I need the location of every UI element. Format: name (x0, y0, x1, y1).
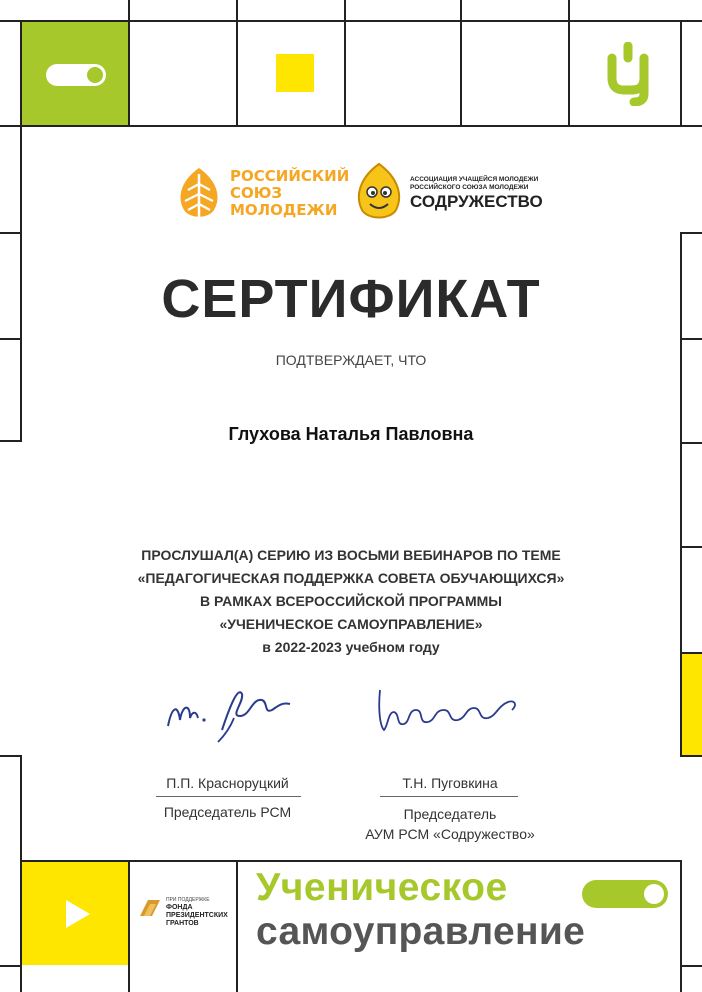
program-name-line2: самоуправление (256, 910, 586, 953)
certificate-body (0, 544, 702, 659)
right-signatory-name: Т.Н. Пуговкина (402, 775, 498, 791)
recipient-name: Глухова Наталья Павловна (228, 424, 474, 444)
left-signatory-name: П.П. Красноруцкий (166, 775, 289, 791)
play-icon (62, 898, 92, 930)
left-signature-line (156, 796, 301, 797)
program-toggle-icon (582, 880, 668, 908)
left-signature (160, 676, 300, 746)
association-logo-text: АССОЦИАЦИЯ УЧАЩЕЙСЯ МОЛОДЕЖИ РОССИЙСКОГО СОЮЗА МОЛОДЕЖИ СОДРУЖЕСТВО (410, 176, 543, 211)
program-mark-icon (604, 42, 652, 106)
yellow-side-accent (682, 654, 702, 755)
body-line: В РАМКАХ ВСЕРОССИЙСКОЙ ПРОГРАММЫ (200, 593, 502, 609)
left-signatory-role: Председатель РСМ (163, 804, 292, 820)
yellow-square-icon (276, 54, 314, 92)
sodruzhestvo-mascot-icon (352, 162, 406, 224)
confirms-text: ПОДТВЕРЖДАЕТ, ЧТО (275, 352, 427, 368)
grants-fund-logo-icon (138, 896, 162, 920)
toggle-icon (46, 64, 106, 86)
program-name-line1: Ученическое (256, 866, 508, 909)
body-line: «ПЕДАГОГИЧЕСКАЯ ПОДДЕРЖКА СОВЕТА ОБУЧАЮЩИХСЯ» (137, 570, 565, 586)
body-line: ПРОСЛУШАЛ(А) СЕРИЮ ИЗ ВОСЬМИ ВЕБИНАРОВ ПО ТЕМЕ (141, 547, 561, 563)
body-line: в 2022-2023 учебном году (262, 639, 440, 655)
body-line: «УЧЕНИЧЕСКОЕ САМОУПРАВЛЕНИЕ» (219, 616, 483, 632)
right-signature-line (380, 796, 518, 797)
certificate-title: СЕРТИФИКАТ (161, 269, 541, 329)
right-signature (374, 680, 524, 740)
rsm-logo-text: РОССИЙСКИЙ СОЮЗ МОЛОДЕЖИ (230, 167, 350, 219)
right-signatory-role: Председатель АУМ РСМ «Содружество» (365, 806, 535, 842)
birch-leaf-icon (176, 166, 222, 222)
grants-fund-text: ПРИ ПОДДЕРЖКЕ ФОНДА ПРЕЗИДЕНТСКИХ ГРАНТОВ (166, 897, 228, 927)
